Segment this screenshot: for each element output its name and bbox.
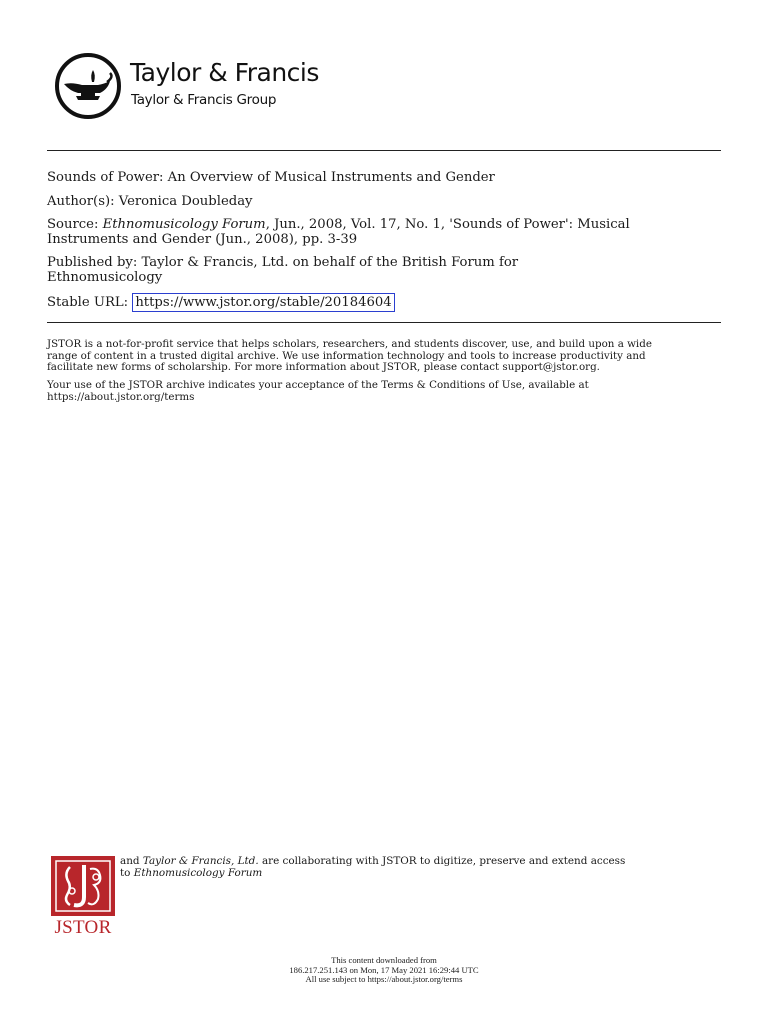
stable-url-label: Stable URL:	[47, 295, 129, 310]
terms-notice	[47, 380, 727, 403]
source-details: , Jun., 2008, Vol. 17, No. 1, 'Sounds of Power': Musical	[265, 217, 630, 232]
article-title: Sounds of Power: An Overview of Musical Instruments and Gender	[47, 170, 495, 185]
divider-top	[47, 150, 721, 151]
jstor-emblem-icon	[50, 855, 116, 917]
collab-journal: Ethnomusicology Forum	[133, 866, 263, 879]
published-label: Published by:	[47, 255, 138, 270]
download-line: All use subject to https://about.jstor.org/terms	[305, 974, 463, 985]
source-details-cont: Instruments and Gender (Jun., 2008), pp. 3-39	[47, 232, 358, 247]
author-label: Author(s):	[47, 194, 115, 209]
jstor-logo	[50, 855, 116, 937]
collaboration-text	[120, 856, 720, 879]
jstor-notice	[47, 339, 727, 374]
collab-and: and	[120, 855, 140, 867]
download-notice	[0, 956, 768, 985]
source-journal: Ethnomusicology Forum	[102, 217, 266, 232]
author-line	[47, 194, 727, 209]
lamp-icon	[52, 51, 124, 121]
published-by-cont: Ethnomusicology	[47, 270, 163, 285]
jstor-wordmark: JSTOR	[54, 917, 112, 938]
terms-line: Your use of the JSTOR archive indicates your acceptance of the Terms & Conditions of Use, available at	[47, 379, 589, 391]
notice-line: facilitate new forms of scholarship. For more information about JSTOR, please contact support@jstor.org.	[47, 361, 600, 373]
publisher-group: Taylor & Francis Group	[131, 92, 277, 108]
published-line	[47, 255, 727, 285]
collab-to: to	[120, 866, 131, 879]
divider-bottom	[47, 322, 721, 323]
terms-link[interactable]: https://about.jstor.org/terms	[47, 390, 195, 403]
source-line	[47, 217, 727, 247]
stable-url-link[interactable]: https://www.jstor.org/stable/20184604	[132, 293, 394, 312]
download-line: 186.217.251.143 on Mon, 17 May 2021 16:29:44 UTC	[289, 964, 479, 975]
collab-statement: are collaborating with JSTOR to digitize, preserve and extend access	[261, 855, 626, 867]
stable-url-line	[47, 293, 727, 312]
source-label: Source:	[47, 217, 99, 232]
collab-publisher: Taylor & Francis, Ltd.	[142, 855, 259, 867]
download-line: This content downloaded from	[331, 955, 437, 965]
author-name: Veronica Doubleday	[118, 194, 253, 209]
publisher-name: Taylor & Francis	[130, 58, 319, 87]
published-by: Taylor & Francis, Ltd. on behalf of the British Forum for	[141, 255, 519, 270]
notice-line: range of content in a trusted digital archive. We use information technology and tools to increase productivity and	[47, 349, 646, 362]
notice-line: JSTOR is a not-for-profit service that helps scholars, researchers, and students discover, use, and build upon a wide	[47, 338, 652, 350]
